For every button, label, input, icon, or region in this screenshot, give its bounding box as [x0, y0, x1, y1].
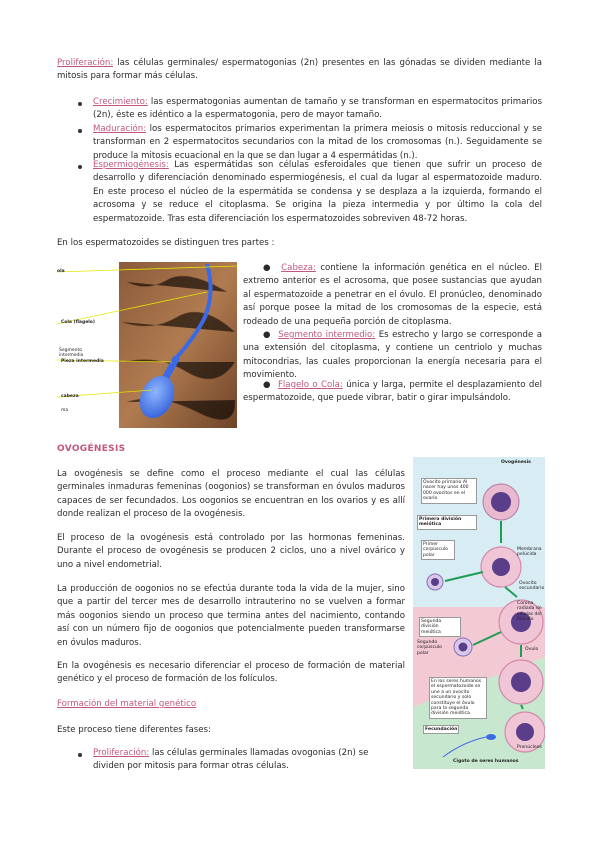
part-term: Flagelo o Cola:: [277, 380, 343, 390]
label-oocyte-primary: Ovocito primario Al nacer hay unos 400 000 ovocitos en el ovario: [421, 478, 477, 504]
bullet-text: los espermatocitos primarios experimentan la primera meiosis o mitosis reduccional y se transforman en 2 espermatocitos secundarios con la mitad de los cromosomas (n.). Seguidamente se produce la mitosis ecuacional en la que se dan lugar a 4 espermátidas (n.).: [93, 124, 542, 161]
figure-label-pieza: Pieza intermedia: [61, 359, 104, 364]
bullet-crecimiento: [93, 96, 542, 123]
phase-proliferacion: [93, 747, 383, 774]
label-fertilization: Fecundación: [423, 725, 459, 734]
phases-intro: Este proceso tiene diferentes fases:: [57, 725, 211, 735]
phase-term: Proliferación:: [93, 748, 150, 758]
part-segmento: [243, 329, 542, 383]
sub-heading-text: Formación del material genético: [57, 699, 197, 709]
bullet-icon: [78, 753, 82, 757]
diagram-title: Ovogénesis: [501, 460, 531, 465]
bullet-glyph: ●: [263, 380, 278, 390]
ovogenesis-diagram: [413, 457, 545, 769]
parts-intro: En los espermatozoides se distinguen tres partes :: [57, 238, 275, 248]
bullet-glyph: ●: [263, 263, 282, 273]
figure-label-ma: ma: [61, 408, 69, 413]
sub-heading-material: [57, 698, 405, 711]
prolif-text: las células germinales/ espermatogonias (2n) presentes en las gónadas se dividen mediante la mitosis para formar más células.: [57, 58, 542, 82]
bullet-text: Las espermátidas son células esferoidales que tienen que sufrir un proceso de desarrollo y diferenciación denominado espermiogénesis, el cual da lugar al espermatozoide maduro. En este proceso el núcleo de la espermátida se condensa y se desplaza a la izquierda, formando el acrosoma y se reduce el citoplasma. Se origina la pieza intermedia y por último la cola del espermatozoide. Tras esta diferenciación los espermatozoides sobreviven 48-72 horas.: [93, 160, 542, 224]
label-first-division: Primera división meiótica: [417, 515, 477, 530]
bullet-term: Espermiogénesis:: [93, 160, 169, 170]
label-membrane: Membrana pelúcida: [517, 547, 542, 558]
part-text: única y larga, permite el desplazamiento del espermatozoide, que puede vibrar, batir o girar impulsándolo.: [243, 380, 542, 404]
figure-label-segmento: Segmento intermedio: [59, 348, 84, 358]
bullet-term: Crecimiento:: [93, 97, 148, 107]
label-corona: Corona radiada de células del folículo: [517, 601, 542, 623]
bullet-term: Maduración:: [93, 124, 147, 134]
bullet-maduracion: [93, 123, 542, 163]
bullet-icon: [78, 129, 82, 133]
part-term: Cabeza:: [281, 263, 316, 273]
figure-label-ola: ola: [57, 269, 65, 274]
bullet-espermiogenesis: [93, 159, 542, 226]
label-pronuclei: Pronúcleos: [517, 745, 542, 750]
sperm-figure: [57, 262, 237, 428]
label-second-polar: Segundo corpúsculo polar: [417, 640, 442, 656]
ovo-paragraph-4: En la ovogénesis es necesario diferenciar el proceso de formación de material genético y el proceso de formación de los folículos.: [57, 661, 405, 685]
part-text: Es estrecho y largo se corresponde a una extensión del citoplasma, y contiene un centriolo y muchas mitocondrias, las cuales proporcionan la energía necesaria para el movimiento.: [243, 330, 542, 381]
bullet-text: las espermatogonias aumentan de tamaño y se transforman en espermatocitos primarios (2n), éste es idéntico a la espermatogonia, pero de mayor tamaño.: [93, 97, 542, 121]
ovogenesis-heading: OVOGÉNESIS: [57, 444, 126, 454]
ovo-paragraph-1: La ovogénesis se define como el proceso mediante el cual las células germinales inmaduras femeninas (oogonios) se transforman en óvulos maduros capaces de ser fecundados. Los oogonios se encuentran en los ovarios y es allí donde realizan el proceso de la ovogénesis.: [57, 469, 405, 520]
prolif-term: Proliferación:: [57, 58, 114, 68]
label-second-division: Segunda división meiótica: [419, 617, 461, 637]
part-cabeza: [243, 262, 542, 329]
ovo-paragraph-2: El proceso de la ovogénesis está controlado por las hormonas femeninas. Durante el proceso de ovogénesis se producen 2 ciclos, uno a nivel ovárico y uno a nivel endometrial.: [57, 533, 405, 570]
sperm-micrograph: [57, 262, 237, 428]
label-zygote: Cigoto de seres humanos: [453, 759, 519, 764]
prolif-paragraph: [57, 57, 542, 84]
part-term: Segmento intermedio:: [278, 330, 376, 340]
label-note: En los seres humanos el espermatozoide se une a un ovocito secundario y solo constituye el óvulo para la segunda división meiótica.: [429, 677, 487, 719]
figure-label-cabeza: cabeza: [61, 394, 79, 399]
phase-text: las células germinales llamadas ovogonias (2n) se dividen por mitosis para formar otras células.: [93, 748, 369, 772]
label-ovum: Óvulo: [525, 647, 539, 652]
figure-label-cola: Cola (flagelo): [61, 320, 95, 325]
part-flagelo: [243, 379, 542, 406]
bullet-glyph: ●: [263, 330, 279, 340]
bullet-icon: [78, 102, 82, 106]
label-first-polar: Primer corpúsculo polar: [421, 540, 455, 560]
ovo-paragraph-3: La producción de oogonios no se efectúa durante toda la vida de la mujer, sino que a partir del tercer mes de desarrollo intrauterino no se vuelven a formar más oogonios siendo un proceso que termina antes del nacimiento, contando así con un número fijo de oogonios que potencialmente pueden transformarse en óvulos maduros.: [57, 584, 405, 648]
part-text: contiene la información genética en el núcleo. El extremo anterior es el acrosoma, que posee sustancias que ayudan al espermatozoide a penetrar en el óvulo. El pronúcleo, denominado así porque posee la mitad de los cromosomas de la especie, está rodeado de una pequeña porción de citoplasma.: [243, 263, 542, 327]
bullet-icon: [78, 165, 82, 169]
label-secondary: Ovocito secundario: [519, 581, 545, 592]
